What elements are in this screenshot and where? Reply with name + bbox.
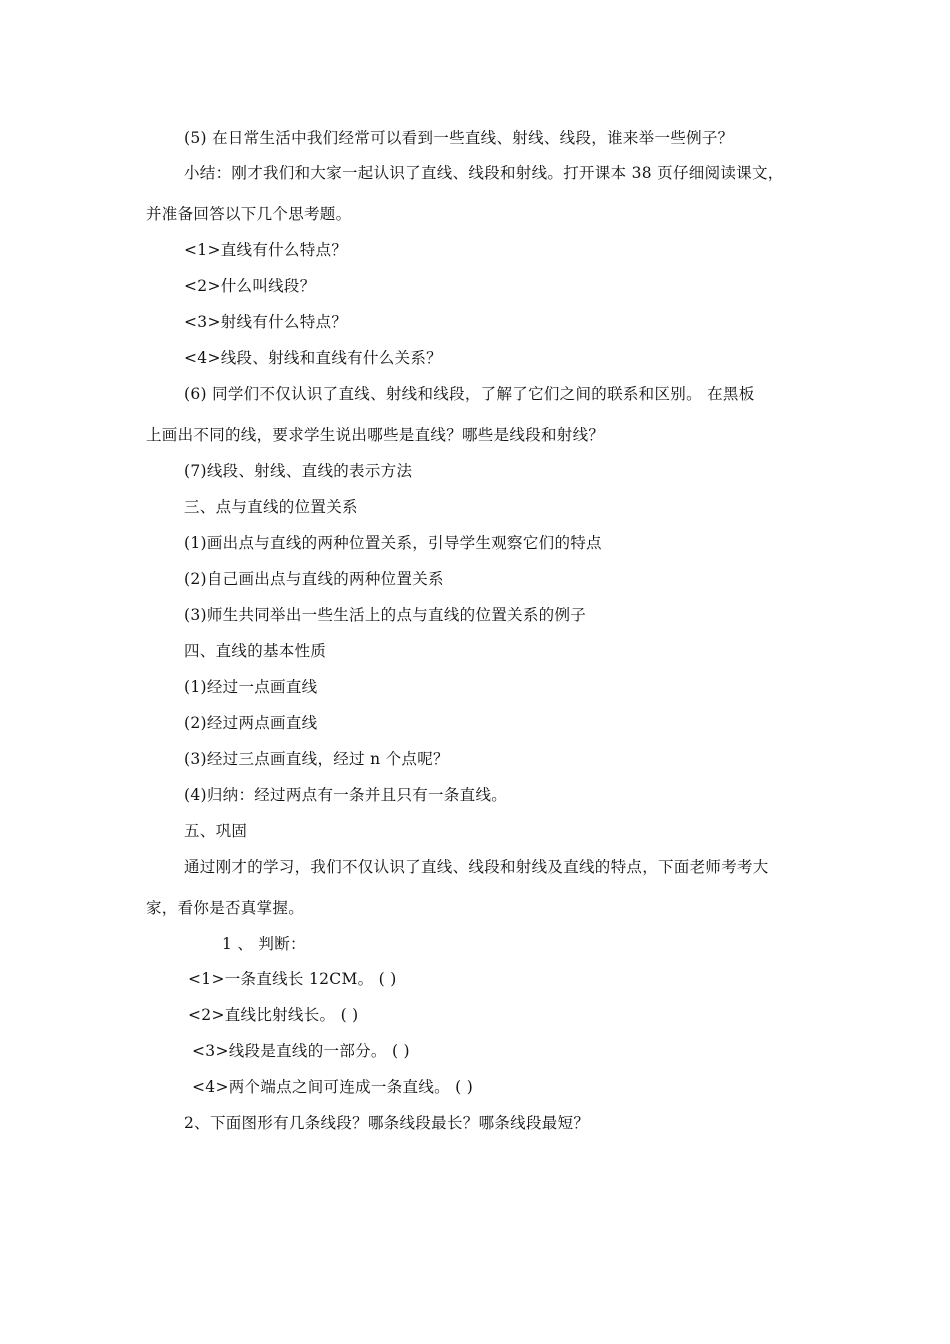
text-line: 小结：刚才我们和大家一起认识了直线、线段和射线。打开课本 38 页仔细阅读课文， <box>184 164 784 182</box>
section-heading: 四、直线的基本性质 <box>184 642 327 660</box>
text-line: (6) 同学们不仅认识了直线、射线和线段，了解了它们之间的联系和区别。 在黑板 <box>184 385 755 403</box>
text-line: (1)画出点与直线的两种位置关系，引导学生观察它们的特点 <box>184 534 602 552</box>
text-line: <2>什么叫线段？ <box>184 277 316 295</box>
exercise-item: <4>两个端点之间可连成一条直线。 ( ) <box>192 1078 474 1096</box>
text-line: 上画出不同的线，要求学生说出哪些是直线？哪些是线段和射线？ <box>146 426 605 444</box>
exercise-item: <1>一条直线长 12CM。 ( ) <box>188 970 397 988</box>
text-line: <3>射线有什么特点？ <box>184 313 348 331</box>
text-line: <4>线段、射线和直线有什么关系？ <box>184 349 442 367</box>
text-line: (3)经过三点画直线，经过 n 个点呢？ <box>184 750 449 768</box>
text-line: (7)线段、射线、直线的表示方法 <box>184 462 413 480</box>
exercise-heading: 2、下面图形有几条线段？哪条线段最长？哪条线段最短？ <box>184 1114 590 1132</box>
exercise-heading: 1 、 判断： <box>222 935 306 953</box>
section-heading: 五、巩固 <box>184 822 248 840</box>
text-line: 家，看你是否真掌握。 <box>146 899 305 917</box>
text-line: <1>直线有什么特点？ <box>184 241 348 259</box>
text-line: 通过刚才的学习，我们不仅认识了直线、线段和射线及直线的特点，下面老师考考大 <box>184 858 769 876</box>
text-line: 并准备回答以下几个思考题。 <box>146 205 352 223</box>
text-line: (3)师生共同举出一些生活上的点与直线的位置关系的例子 <box>184 606 587 624</box>
exercise-item: <3>线段是直线的一部分。 ( ) <box>192 1042 410 1060</box>
text-line: (2)经过两点画直线 <box>184 714 318 732</box>
text-line: (4)归纳：经过两点有一条并且只有一条直线。 <box>184 786 508 804</box>
section-heading: 三、点与直线的位置关系 <box>184 498 358 516</box>
text-line: (2)自己画出点与直线的两种位置关系 <box>184 570 444 588</box>
text-line: (5) 在日常生活中我们经常可以看到一些直线、射线、线段，谁来举一些例子？ <box>184 129 734 147</box>
text-line: (1)经过一点画直线 <box>184 678 318 696</box>
exercise-item: <2>直线比射线长。 ( ) <box>188 1006 359 1024</box>
